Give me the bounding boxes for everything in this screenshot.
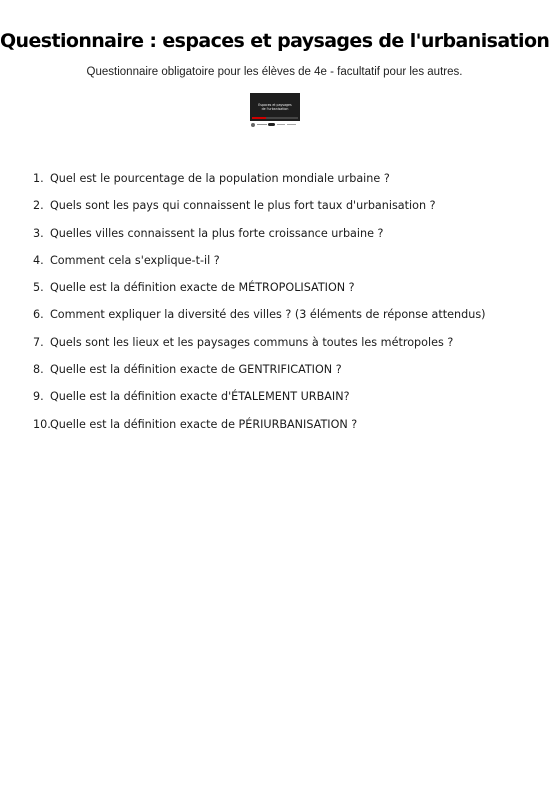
video-player-screen[interactable] <box>250 93 300 121</box>
question-number: 1. <box>33 172 44 185</box>
question-number: 6. <box>33 308 44 322</box>
question-number: 4. <box>33 253 44 267</box>
like-button[interactable] <box>277 124 285 125</box>
question-number: 7. <box>33 335 44 349</box>
question-list <box>33 169 533 442</box>
question-text: Quels sont les lieux et les paysages communs à toutes les métropoles ? <box>50 335 454 349</box>
question-text: Comment expliquer la diversité des villes ? (3 éléments de réponse attendus) <box>50 308 486 322</box>
question-number: 3. <box>33 226 44 240</box>
list-item <box>33 278 533 305</box>
question-text: Quelle est la définition exacte de GENTRIFICATION ? <box>50 363 342 377</box>
list-item <box>33 196 533 223</box>
question-text: Quelles villes connaissent la plus forte croissance urbaine ? <box>50 226 384 240</box>
document-subtitle: Questionnaire obligatoire pour les élèves de 4e - facultatif pour les autres. <box>86 66 463 78</box>
question-text: Quelle est la définition exacte de MÉTROPOLISATION ? <box>50 281 355 295</box>
question-number: 2. <box>33 199 44 213</box>
question-text: Quelle est la définition exacte de PÉRIURBANISATION ? <box>50 417 358 431</box>
question-number: 9. <box>33 390 44 404</box>
video-progress-fill <box>252 117 266 119</box>
list-item <box>33 360 533 387</box>
video-thumbnail[interactable] <box>250 93 300 129</box>
question-text: Comment cela s'explique-t-il ? <box>50 253 220 267</box>
list-item <box>33 251 533 278</box>
question-text: Quelle est la définition exacte d'ÉTALEMENT URBAIN? <box>50 390 350 404</box>
share-button[interactable] <box>287 124 296 125</box>
list-item <box>33 169 533 196</box>
question-number: 8. <box>33 363 44 377</box>
video-title-line-2: de l'urbanisation <box>261 107 289 111</box>
question-number: 5. <box>33 281 44 295</box>
video-title-line-1: Espaces et paysages <box>258 103 292 107</box>
video-info-bar <box>250 122 300 129</box>
list-item <box>33 333 533 360</box>
channel-name-placeholder <box>257 124 267 125</box>
question-number: 10. <box>33 417 51 431</box>
list-item <box>33 305 533 332</box>
list-item <box>33 415 533 442</box>
document-title: Questionnaire : espaces et paysages de l'urbanisation <box>0 30 549 52</box>
list-item <box>33 224 533 251</box>
question-text: Quels sont les pays qui connaissent le plus fort taux d'urbanisation ? <box>50 199 436 213</box>
list-item <box>33 387 533 414</box>
video-progress-track[interactable] <box>252 117 298 119</box>
subscribe-button[interactable] <box>268 123 275 126</box>
channel-avatar-icon <box>251 123 255 127</box>
question-text: Quel est le pourcentage de la population mondiale urbaine ? <box>50 172 390 185</box>
